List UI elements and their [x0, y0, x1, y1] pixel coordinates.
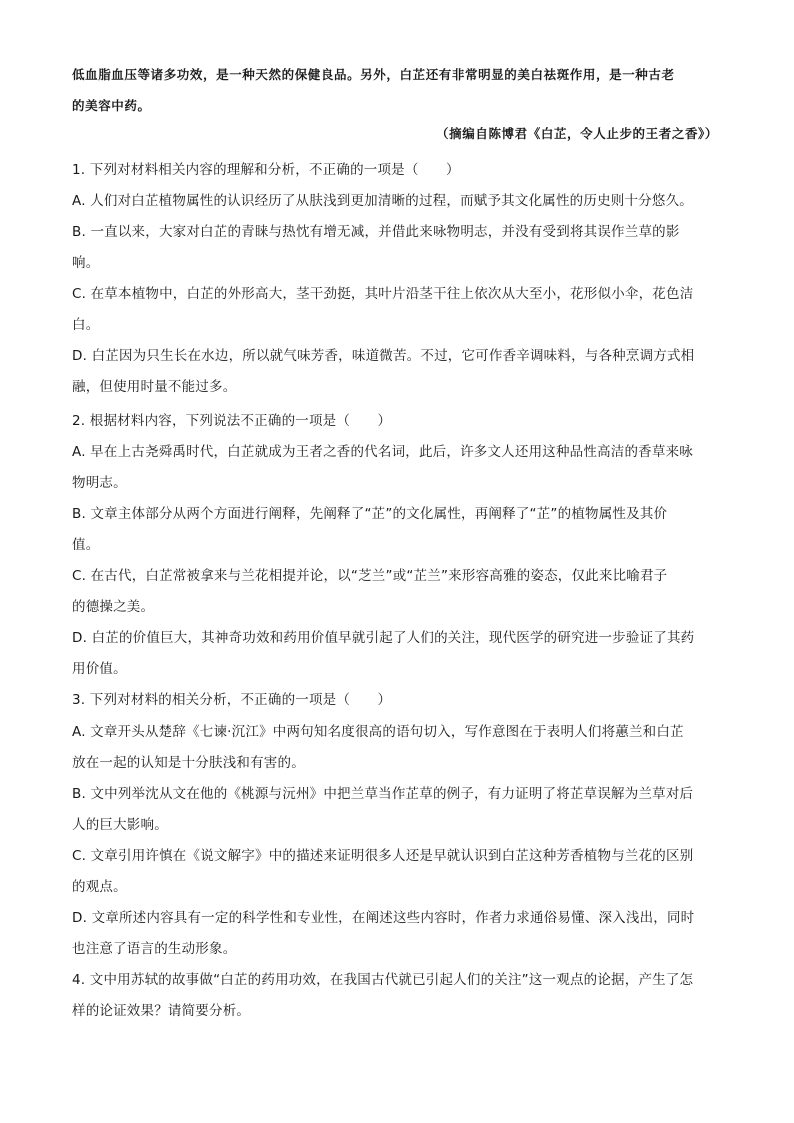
q1-option-c-line-1: C. 在草本植物中，白芷的外形高大，茎干劲挺，其叶片沿茎干往上依次从大至小，花形似小伞，花色洁: [72, 286, 694, 302]
q1-stem: 1. 下列对材料相关内容的理解和分析，不正确的一项是（ ）: [72, 162, 460, 178]
q1-option-d-line-1: D. 白芷因为只生长在水边，所以就气味芳香，味道微苦。不过，它可作香辛调味料，与各种烹调方式相: [72, 348, 695, 364]
intro-line-2: 的美容中药。: [72, 98, 151, 113]
q3-option-b-line-2: 人的巨大影响。: [72, 817, 168, 833]
intro-paragraph: [72, 59, 722, 121]
q2-option-a-line-2: 物明志。: [72, 475, 127, 491]
q3-option-d-line-2: 也注意了语言的生动形象。: [72, 941, 237, 957]
q3-option-d-line-1: D. 文章所述内容具有一定的科学性和专业性，在阐述这些内容时，作者力求通俗易懂、深入浅出，同时: [72, 910, 695, 926]
q1-option-d-line-2: 融，但使用时量不能过多。: [72, 379, 237, 395]
q2-option-b-line-1: B. 文章主体部分从两个方面进行阐释，先阐释了“芷”的文化属性，再阐释了“芷”的植物属性及其价: [72, 506, 668, 522]
q2-stem: 2. 根据材料内容，下列说法不正确的一项是（ ）: [72, 413, 392, 429]
q2-option-a-line-1: A. 早在上古尧舜禹时代，白芷就成为王者之香的代名词，此后，许多文人还用这种品性高洁的香草来咏: [72, 444, 693, 460]
q3-option-a-line-1: A. 文章开头从楚辞《七谏·沉江》中两句知名度很高的语句切入，写作意图在于表明人们将蕙兰和白芷: [72, 724, 684, 740]
q1-option-b-line-2: 响。: [72, 255, 100, 271]
intro-line-1: 低血脂血压等诸多功效，是一种天然的保健良品。另外，白芷还有非常明显的美白祛斑作用，是一种古老: [72, 67, 675, 82]
source-citation: （摘编自陈博君《白芷，令人止步的王者之香》）: [436, 126, 718, 141]
q4-stem-line-1: 4. 文中用苏轼的故事做“白芷的药用功效，在我国古代就已引起人们的关注”这一观点的论据，产生了怎: [72, 972, 694, 988]
q1-option-a: A. 人们对白芷植物属性的认识经历了从肤浅到更加清晰的过程，而赋予其文化属性的历史则十分悠久。: [72, 193, 693, 209]
q2-option-c-line-1: C. 在古代，白芷常被拿来与兰花相提并论，以“芝兰”或“芷兰”来形容高雅的姿态，仅此来比喻君子: [72, 568, 668, 584]
q1-option-b-line-1: B. 一直以来，大家对白芷的青睐与热忱有增无减，并借此来咏物明志，并没有受到将其误作兰草的影: [72, 224, 680, 240]
q3-option-b-line-1: B. 文中列举沈从文在他的《桃源与沅州》中把兰草当作芷草的例子，有力证明了将芷草误解为兰草对后: [72, 786, 694, 802]
q3-option-a-line-2: 放在一起的认知是十分肤浅和有害的。: [72, 755, 305, 771]
q4-stem-line-2: 样的论证效果？请简要分析。: [72, 1003, 251, 1019]
q2-option-b-line-2: 值。: [72, 537, 100, 553]
q3-stem: 3. 下列对材料的相关分析，不正确的一项是（ ）: [72, 692, 392, 708]
q2-option-c-line-2: 的德操之美。: [72, 599, 155, 615]
q2-option-d-line-2: 用价值。: [72, 661, 127, 677]
q3-option-c-line-2: 的观点。: [72, 879, 127, 895]
q1-option-c-line-2: 白。: [72, 317, 100, 333]
q2-option-d-line-1: D. 白芷的价值巨大，其神奇功效和药用价值早就引起了人们的关注，现代医学的研究进一步验证了其药: [72, 630, 695, 646]
q3-option-c-line-1: C. 文章引用许慎在《说文解字》中的描述来证明很多人还是早就认识到白芷这种芳香植物与兰花的区别: [72, 848, 694, 864]
